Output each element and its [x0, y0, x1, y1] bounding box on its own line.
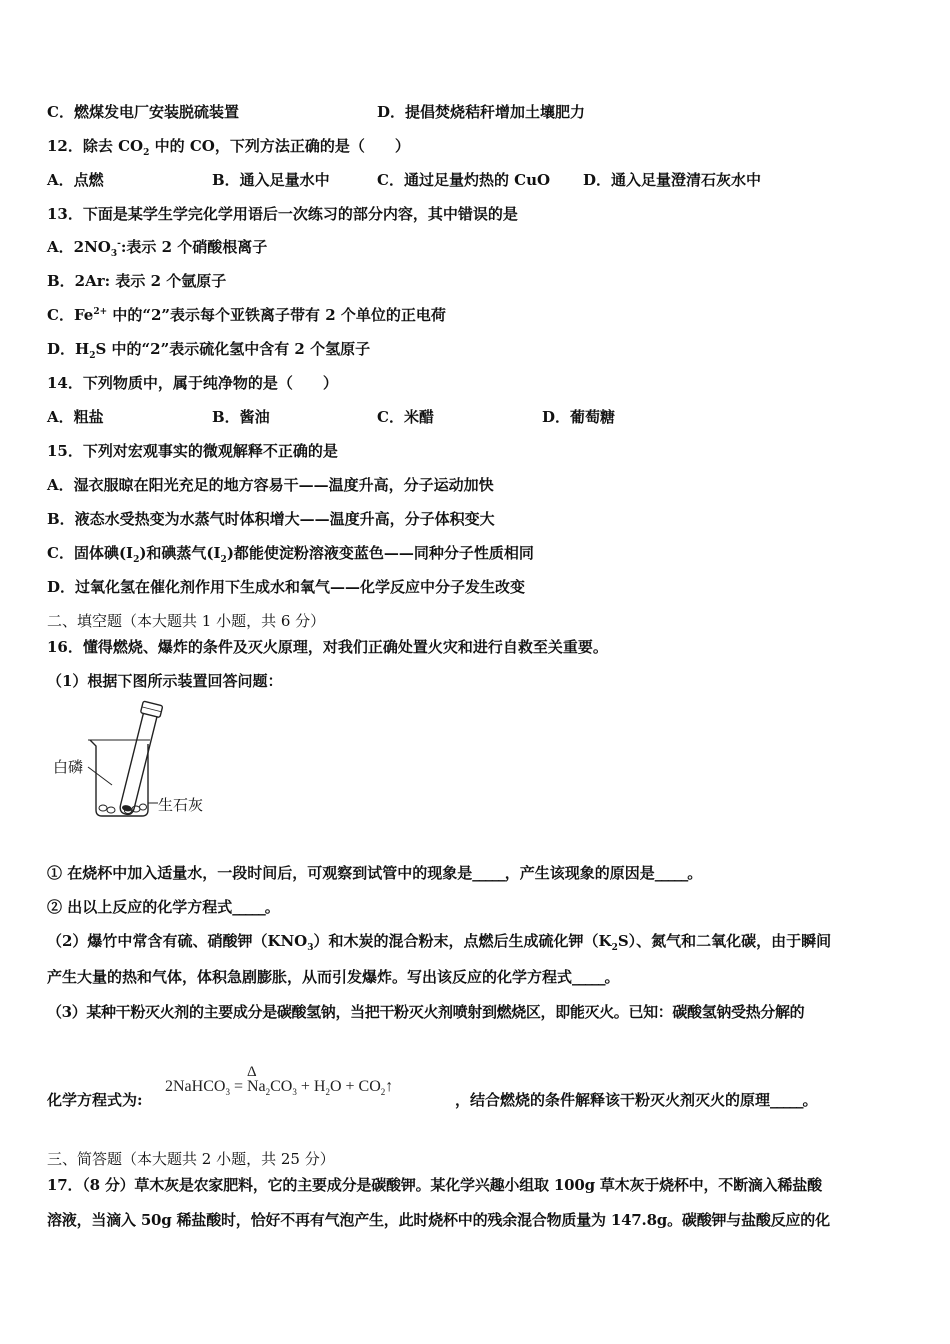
q13-option-d: D．$H_2S$ 中的“2”表示硫化氢中含有 2 个氢原子 — [47, 340, 371, 361]
chemical-equation: Δ 2NaHCO$_3$ = $Na_2CO_3 + H_2O$ + $CO_2↑$ — [165, 1064, 394, 1098]
q12-option-c: C．通过足量灼热的 CuO — [377, 171, 551, 189]
quicklime-pebble — [99, 805, 107, 811]
q14-option-c: C．米醋 — [377, 408, 434, 426]
q17-line-2: 溶液，当滴入 50g 稀盐酸时，恰好不再有气泡产生，此时烧杯中的残余混合物质量为 147.8g。碳酸钾与盐酸反应的化 — [47, 1211, 830, 1229]
q13-option-c: C．$Fe^{2+}$ 中的“2”表示每个亚铁离子带有 2 个单位的正电荷 — [47, 306, 446, 324]
q16-sub-1: ① 在烧杯中加入适量水，一段时间后，可观察到试管中的现象是_____，产生该现象的原因是_____。 — [47, 864, 703, 882]
q16-part-3-pre: 化学方程式为: — [47, 1091, 143, 1109]
gas-arrow-icon: ↑ — [385, 1078, 394, 1095]
q12-option-a: A．点燃 — [47, 171, 104, 189]
q11-option-c: C．燃煤发电厂安装脱硫装置 — [47, 103, 239, 121]
q15-option-d: D．过氧化氢在催化剂作用下生成水和氧气——化学反应中分子发生改变 — [47, 578, 526, 596]
q16-sub-2: ② 出以上反应的化学方程式_____。 — [47, 898, 280, 916]
q17-line-1: 17．（8 分）草木灰是农家肥料，它的主要成分是碳酸钾。某化学兴趣小组取 100g 草木灰于烧杯中，不断滴入稀盐酸 — [47, 1176, 822, 1194]
q16-part-2-line-2: 产生大量的热和气体，体积急剧膨胀，从而引发爆炸。写出该反应的化学方程式_____。 — [47, 968, 620, 986]
q16-part-3-line-1: （3）某种干粉灭火剂的主要成分是碳酸氢钠，当把干粉灭火剂喷射到燃烧区，即能灭火。已知：碳酸氢钠受热分解的 — [47, 1003, 805, 1021]
q13-stem: 13．下面是某学生学完化学用语后一次练习的部分内容，其中错误的是 — [47, 205, 518, 223]
q12-options — [47, 170, 761, 190]
label-white-phosphorus: 白磷 — [53, 758, 84, 776]
q12-option-b: B．通入足量水中 — [212, 171, 330, 189]
quicklime-pebble — [140, 804, 147, 810]
q14-option-d: D．葡萄糖 — [542, 408, 616, 426]
q12-stem: 12．除去 $CO_2$ 中的 CO，下列方法正确的是（ ） — [47, 137, 410, 158]
answer-blank[interactable]: _____ — [770, 1091, 803, 1109]
q16-part-2-line-1: （2）爆竹中常含有硫、硝酸钾$(KNO_3)$和木炭的混合粉末，点燃后生成硫化钾$(K_2S)$、氮气和二氧化碳，由于瞬间 — [47, 932, 832, 953]
q14-option-a: A．粗盐 — [47, 408, 104, 426]
heat-symbol: Δ — [247, 1064, 257, 1080]
q13-option-b: B．2Ar: 表示 2 个氩原子 — [47, 272, 227, 290]
q11-options — [47, 102, 585, 122]
answer-blank[interactable]: _____ — [472, 864, 505, 882]
section-2-title: 二、填空题（本大题共 1 小题，共 6 分） — [47, 612, 326, 630]
q13-option-a: A．$2NO_3^-$:表示 2 个硝酸根离子 — [47, 238, 268, 259]
q16-stem: 16．懂得燃烧、爆炸的条件及灭火原理，对我们正确处置火灾和进行自救至关重要。 — [47, 638, 608, 656]
q12-option-d: D．通入足量澄清石灰水中 — [583, 171, 762, 189]
q14-option-b: B．酱油 — [212, 408, 270, 426]
q14-options — [47, 407, 615, 427]
quicklime-pebble — [107, 807, 115, 813]
test-tube — [116, 701, 163, 816]
q15-stem: 15．下列对宏观事实的微观解释不正确的是 — [47, 442, 338, 460]
q14-stem: 14．下列物质中，属于纯净物的是（ ） — [47, 374, 338, 392]
q15-option-c: C．固体碘$(I_2)$和碘蒸气$(I_2)$都能使淀粉溶液变蓝色——同种分子性质相同 — [47, 544, 534, 565]
q15-option-b: B．液态水受热变为水蒸气时体积增大——温度升高，分子体积变大 — [47, 510, 495, 528]
q16-part-1: （1）根据下图所示装置回答问题： — [47, 672, 283, 690]
label-quicklime: 生石灰 — [158, 796, 204, 814]
beaker-test-tube-figure — [50, 700, 230, 830]
beaker-outline — [90, 740, 148, 816]
answer-blank[interactable]: _____ — [654, 864, 688, 882]
q16-part-3-post: ，结合燃烧的条件解释该干粉灭火剂灭火的原理_____。 — [455, 1091, 818, 1109]
answer-blank[interactable]: _____ — [572, 968, 605, 986]
answer-blank[interactable]: _____ — [232, 898, 265, 916]
q11-option-d: D．提倡焚烧秸秆增加土壤肥力 — [377, 103, 586, 121]
section-3-title: 三、简答题（本大题共 2 小题，共 25 分） — [47, 1150, 335, 1168]
q15-option-a: A．湿衣服晾在阳光充足的地方容易干——温度升高，分子运动加快 — [47, 476, 494, 494]
